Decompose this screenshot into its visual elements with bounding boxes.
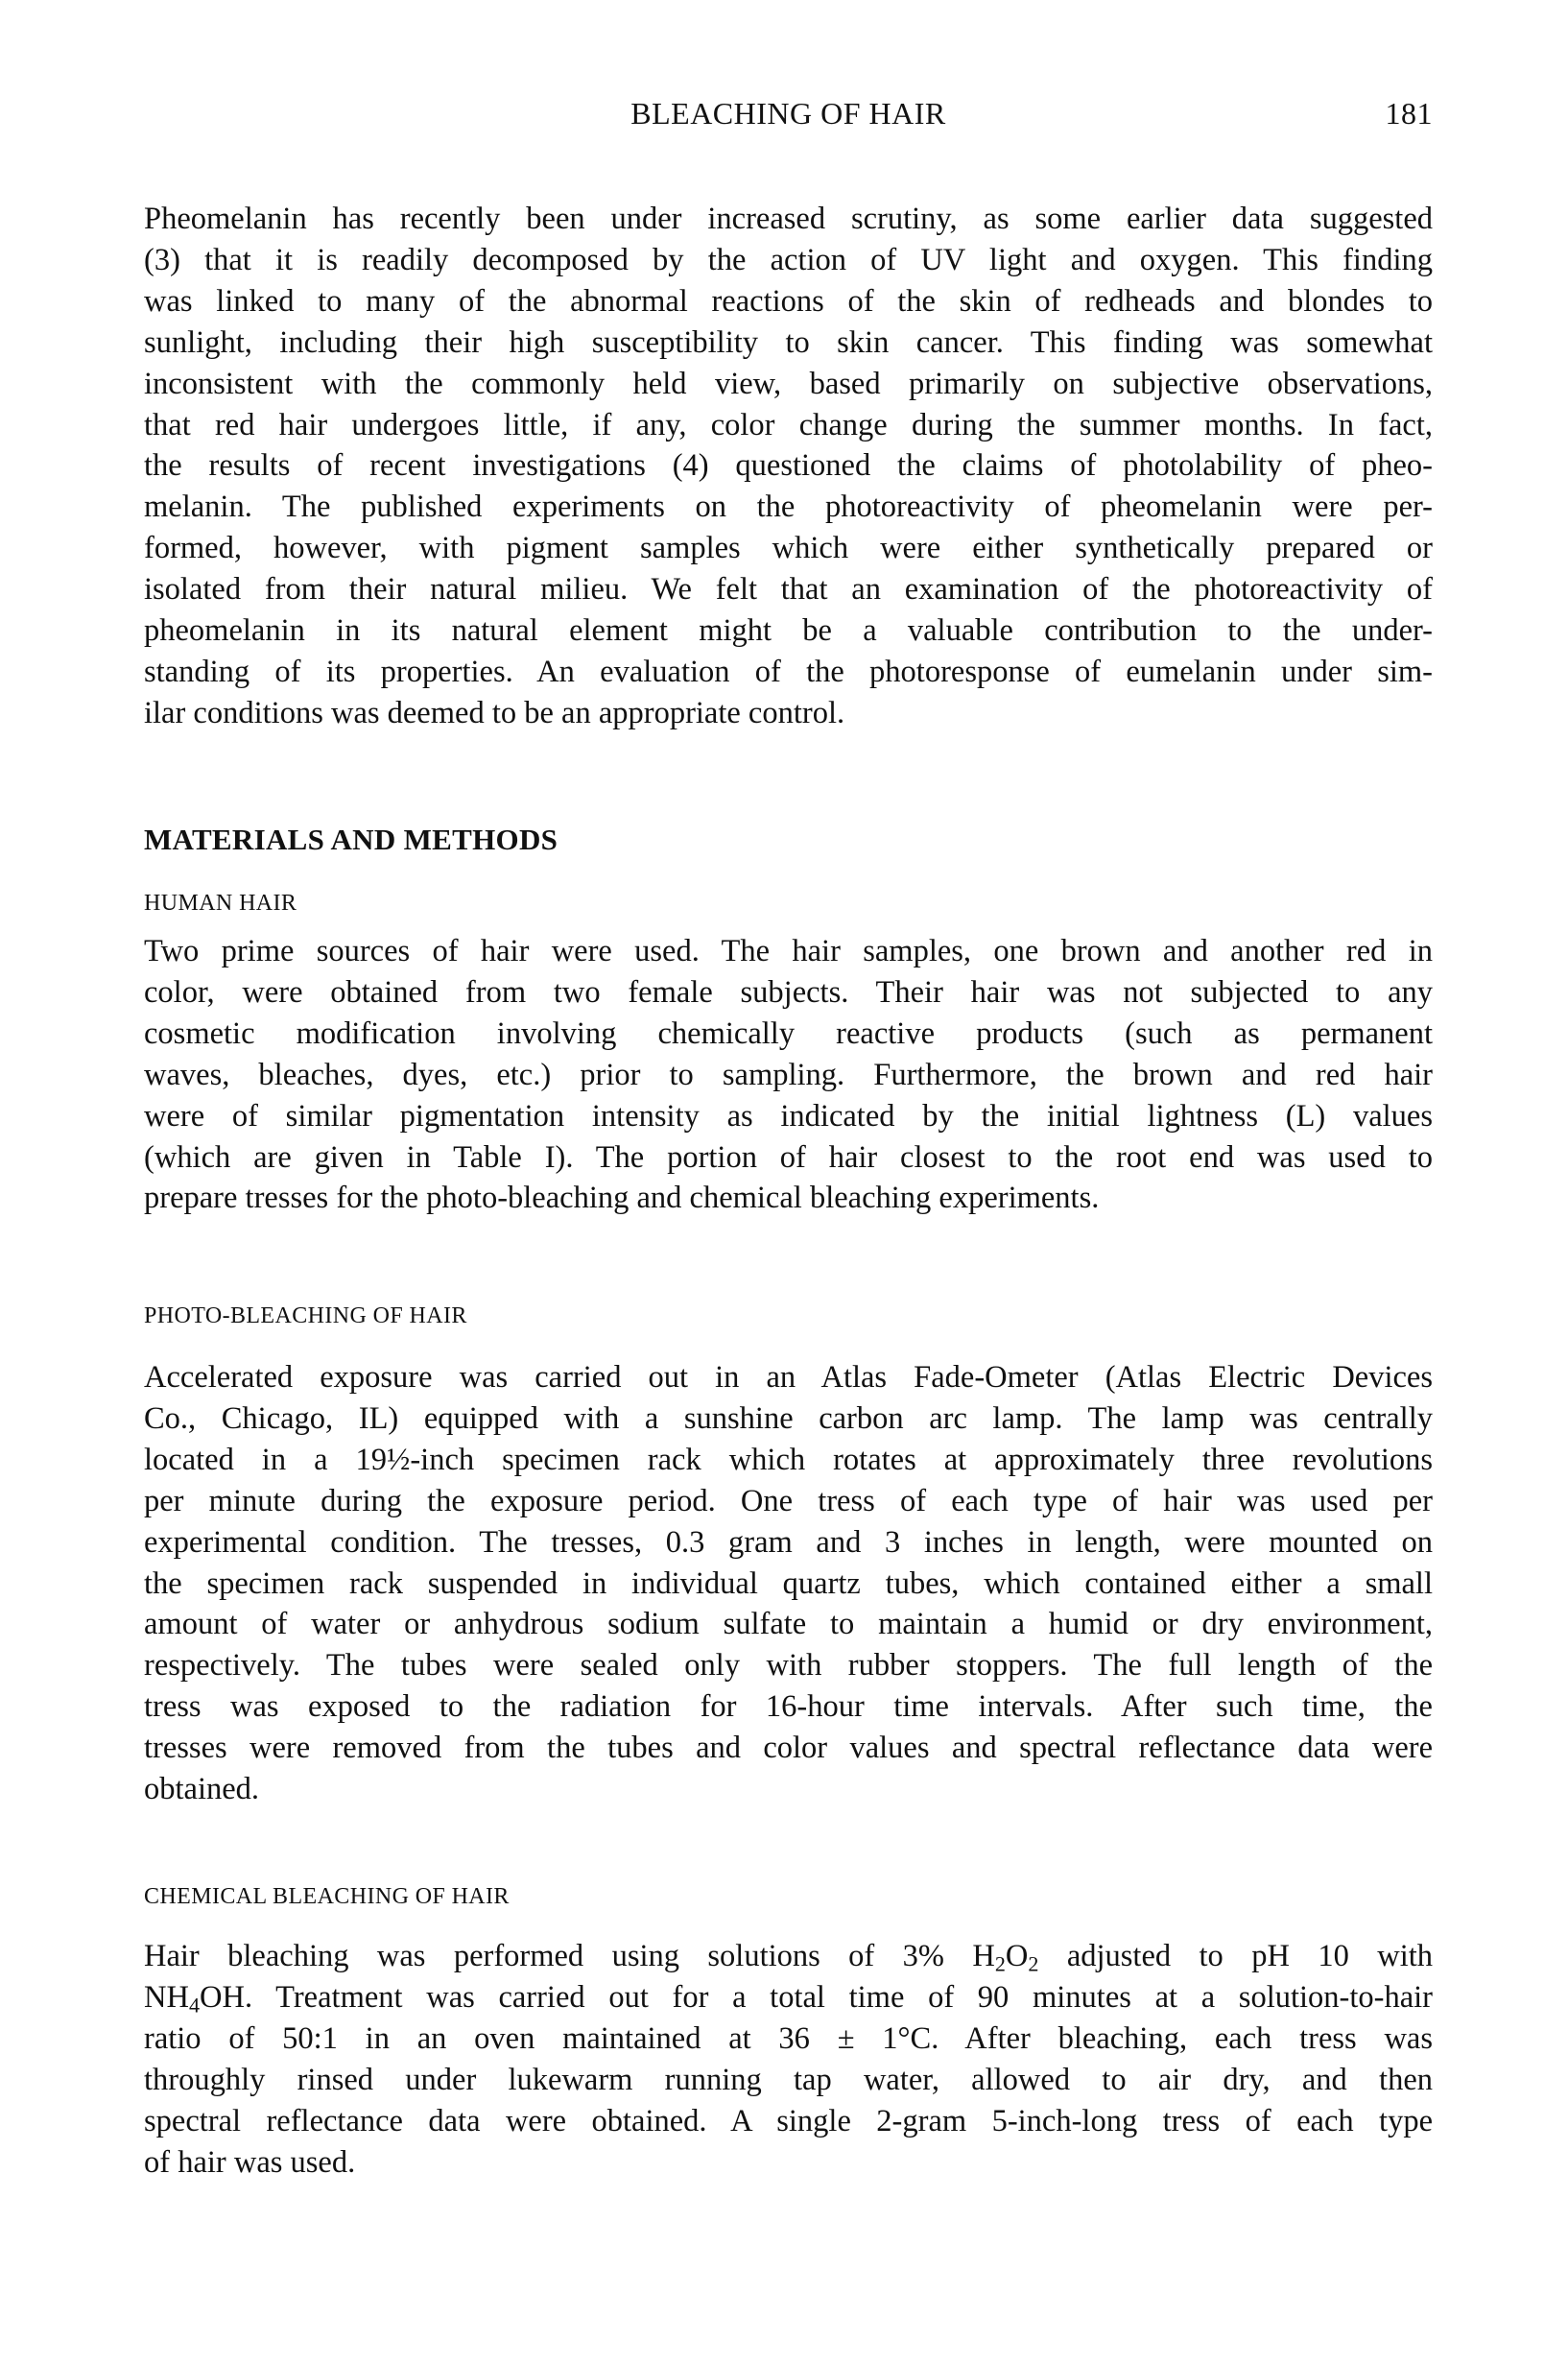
paragraph-line: prepare tresses for the photo-bleaching and chemical bleaching experiments. — [144, 1181, 1100, 1216]
paragraph-line: Accelerated exposure was carried out in an Atlas Fade-Ometer (Atlas Electric Devices — [144, 1360, 1433, 1395]
paragraph-line: was linked to many of the abnormal reactions of the skin of redheads and blondes to — [144, 283, 1433, 319]
paragraph-line: formed, however, with pigment samples which were either synthetically prepared or — [144, 531, 1433, 566]
paragraph-line: the specimen rack suspended in individual quartz tubes, which contained either a small — [144, 1565, 1433, 1601]
running-head-title: BLEACHING OF HAIR — [630, 96, 946, 131]
paragraph-line: Pheomelanin has recently been under increased scrutiny, as some earlier data suggested — [144, 202, 1433, 236]
paragraph-line: (which are given in Table I). The portion of hair closest to the root end was used to — [144, 1139, 1433, 1175]
paragraph-line: that red hair undergoes little, if any, color change during the summer months. In fact, — [144, 407, 1433, 442]
paragraph-line: experimental condition. The tresses, 0.3 gram and 3 inches in length, were mounted on — [144, 1524, 1433, 1560]
text-run: adjusted to pH 10 with — [1038, 1939, 1433, 1973]
paragraph-line: obtained. — [144, 1772, 260, 1806]
paragraph-line: tresses were removed from the tubes and color values and spectral reflectance data were — [144, 1731, 1433, 1766]
text-run: Hair bleaching was performed using solutions of 3% H — [144, 1939, 995, 1973]
paragraph-line — [144, 1977, 1433, 2019]
paragraph-line: waves, bleaches, dyes, etc.) prior to sampling. Furthermore, the brown and red hair — [144, 1057, 1433, 1092]
subheading-chemical-bleaching: CHEMICAL BLEACHING OF HAIR — [144, 1884, 510, 1909]
text-run: O — [1005, 1939, 1029, 1973]
paragraph-line: isolated from their natural milieu. We felt that an examination of the photoreactivity of — [144, 572, 1433, 608]
page-number: 181 — [1385, 96, 1433, 131]
subheading-photo-bleaching: PHOTO-BLEACHING OF HAIR — [144, 1303, 467, 1328]
paragraph-line: the results of recent investigations (4) questioned the claims of photolability of pheo- — [144, 448, 1433, 484]
paragraph-line: tress was exposed to the radiation for 16-hour time intervals. After such time, the — [144, 1689, 1433, 1725]
paragraph-line: Two prime sources of hair were used. The hair samples, one brown and another red in — [144, 934, 1433, 968]
paragraph-line — [144, 1936, 1433, 1977]
paragraph-line: Co., Chicago, IL) equipped with a sunshine carbon arc lamp. The lamp was centrally — [144, 1400, 1433, 1436]
subscript: 2 — [1028, 1951, 1039, 1976]
paragraph-line: standing of its properties. An evaluation of the photoresponse of eumelanin under sim- — [144, 654, 1433, 689]
paragraph-line: spectral reflectance data were obtained. A single 2-gram 5-inch-long tress of each type — [144, 2103, 1433, 2138]
paragraph-line: amount of water or anhydrous sodium sulfate to maintain a humid or dry environment, — [144, 1607, 1433, 1642]
paragraph-line: located in a 19½-inch specimen rack which rotates at approximately three revolutions — [144, 1442, 1433, 1477]
paragraph-line: color, were obtained from two female subjects. Their hair was not subjected to any — [144, 974, 1433, 1010]
paragraph-line: melanin. The published experiments on the photoreactivity of pheomelanin were per- — [144, 490, 1433, 525]
paragraph-line: respectively. The tubes were sealed only with rubber stoppers. The full length of the — [144, 1648, 1433, 1684]
paragraph-line: throughly rinsed under lukewarm running tap water, allowed to air dry, and then — [144, 2062, 1433, 2097]
paragraph-line: of hair was used. — [144, 2144, 356, 2180]
running-head — [144, 94, 1433, 132]
paragraph-line: (3) that it is readily decomposed by the action of UV light and oxygen. This finding — [144, 242, 1433, 277]
paragraph-line: ratio of 50:1 in an oven maintained at 36 ± 1°C. After bleaching, each tress was — [144, 2020, 1433, 2056]
paragraph-line: ilar conditions was deemed to be an appropriate control. — [144, 695, 845, 730]
section-heading-materials-and-methods: MATERIALS AND METHODS — [144, 823, 558, 856]
subscript: 2 — [994, 1951, 1006, 1976]
paragraph-line: sunlight, including their high susceptibility to skin cancer. This finding was somewhat — [144, 324, 1433, 360]
paragraph-line: per minute during the exposure period. One tress of each type of hair was used per — [144, 1483, 1433, 1518]
paragraph-line: cosmetic modification involving chemically reactive products (such as permanent — [144, 1015, 1433, 1051]
paragraph-line: inconsistent with the commonly held view, based primarily on subjective observations, — [144, 366, 1433, 401]
paragraph-line: were of similar pigmentation intensity as indicated by the initial lightness (L) values — [144, 1098, 1433, 1134]
subscript: 4 — [188, 1993, 200, 2018]
text-run: NH — [144, 1980, 189, 2015]
paragraph-line: pheomelanin in its natural element might be a valuable contribution to the under- — [144, 613, 1433, 648]
text-run: OH. Treatment was carried out for a total time of 90 minutes at a solution-to-hair — [200, 1980, 1433, 2015]
subheading-human-hair: HUMAN HAIR — [144, 891, 297, 916]
